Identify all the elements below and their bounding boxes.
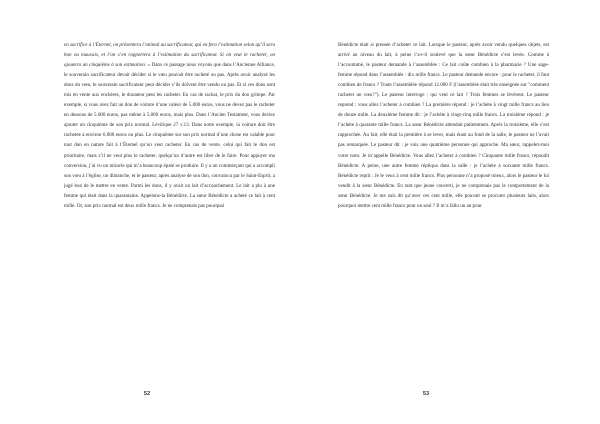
quoted-scripture: en sacrifice à l’Éternel, on présentera l’animal au sacrificateur, qui en fera l’estimation selon qu’il sera bon ou mauvais, et l’on s’en rapportera à l’estimation du sacrificateur. Si on veut le racheter, on ajoutera un cinquième à son estimation. »	[64, 42, 275, 69]
right-page-text	[338, 40, 549, 211]
left-page-body: Dans ce passage nous voyons que dans l’Ancienne Alliance, le souverain sacrificateur devait décider si le vœu pouvait être racheté ou pas. Après avoir analysé les dons du vœu, le souverain sacrificateur peut décider s’ils doivent être vendu ou pas. Et si ces dons sont mis en vente aux enchères, le donateur peut les racheter. En cas de rachat, le prix du don grimpe. Par exemple, si vous avez fait un don de voiture d’une valeur de 5.000 euros, vous ne devez pas le racheter en dessous de 5.000 euros, pas même à 5.000 euros, mais plus. Dans l’Ancien Testament, vous deviez ajouter un cinquième de son prix normal. Lévitique 27 v.13. Dans notre exemple, la voiture doit être rachetée à environ 6.000 euros ou plus. Le cinquième sur son prix normal d’une chose est valable pour tout don en nature fait à l’Éternel qu’on veut racheter. En cas de vente, celui qui fait le don est prioritaire, mais s’il ne veut plus le racheter, quelqu’un d’autre est libre de le faire. Pour appuyer ma conversion, j’ai vu un miracle qui m’a beaucoup épaté se produire. Il y a un commerçant qui a accompli son vœu à l’église, un dimanche, et le pasteur, après analyse de son don, convaincu par le Saint-Esprit, a jugé bon de le mettre en vente. Parmi les dons, il y avait un lait d’accouchement. Le lait a plu à une femme qui était dans la quarantaine. Appelons-la Bénédicte. La sœur Bénédicte a acheté ce lait à cent mille. Or, son prix normal est deux mille francs. Je ne comprenais pas pourquoi	[64, 62, 276, 209]
right-page	[338, 40, 549, 211]
page-number-left: 52	[143, 391, 151, 397]
page-number-right: 53	[422, 391, 430, 397]
left-page-text	[64, 40, 275, 211]
left-page	[64, 40, 275, 211]
right-page-body: Bénédicte était si pressée d’acheter ce lait. Lorsque le pasteur, après avoir vendu quelques objets, est arrivé au niveau du lait, à peine l’a-t-il soulevé que la sœur Bénédicte s’est levée. Comme à l’accoutumé, le pasteur demande à l’assemblée : Ce lait coûte combien à la pharmacie ? Une sage-femme répond dans l’assemblée : dix mille francs. Le pasteur demande encore : pour le racheter, il faut combien de francs ? Toute l’assemblée répond 12.000 F (l’assemblée était très enseignée sur "comment racheter un vœu?"). Le pasteur interroge : qui veut ce lait ? Trois femmes se lèvèrent. Le pasteur reprend : vous allez l’acheter à combien ? La première répond : je l’achète à vingt mille francs au lieu de douze mille. La deuxième femme dit : je l’achète à vingt-cinq mille francs. La troisième répond : je l’achète à quarante mille francs. La sœur Bénédicte attendait patiemment. Après la troisième, elle s’est rapprochée. Au fait, elle était la première à se lever, mais étant au fond de la salle, le pasteur ne l’avait pas remarquée. Le pasteur dit : je vois une quatrième personne qui approche. Ma sœur, rappelez-moi votre nom. Je m’appelle Bénédicte. Vous allez l’acheter à combien ? Cinquante mille francs, répondit Bénédicte. A peine, une autre femme répliqua dans la salle : je l’achète à soixante mille francs. Bénédicte reprit : Je le veux à cent mille francs. Plus personne n’a proposé mieux, alors le pasteur le lui vendit à la sœur Bénédicte. En tant que jeune converti, je ne comprenais pas le comportement de la sœur Bénédicte. Je me suis dit qu’avec ces cent mille, elle pouvait se procurer plusieurs laits, alors pourquoi mettre cent mille francs pour un seul ? Il m’a fallu un an pour	[338, 42, 549, 209]
